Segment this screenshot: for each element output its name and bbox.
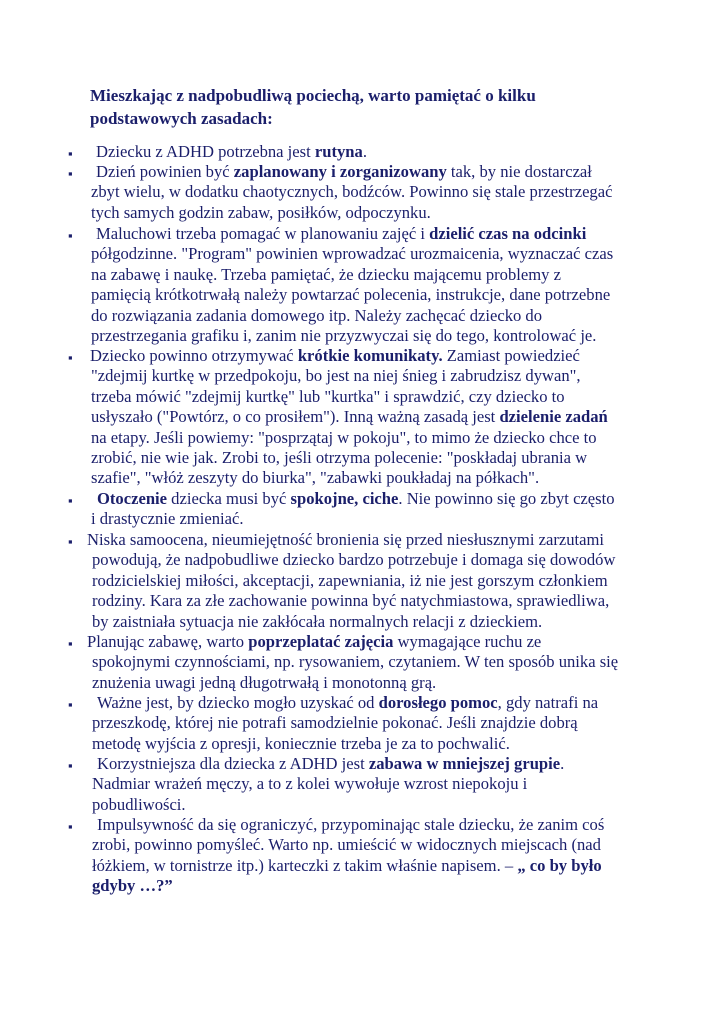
rule-line	[92, 571, 608, 591]
bullet-icon: ▪	[68, 146, 73, 161]
heading-line-1: Mieszkając z nadpobudliwą pociechą, warto pamiętać o kilku	[90, 86, 536, 105]
emphasis-text: zaplanowany i zorganizowany	[233, 162, 447, 181]
rule-text: przeszkodę, której nie potrafi samodzielnie pokonać. Jeśli znajdzie dobrą	[92, 713, 578, 733]
rule-line	[87, 632, 541, 652]
rule-line	[87, 530, 604, 550]
rule-line	[96, 224, 586, 244]
rule-text: Dzień powinien być	[96, 162, 234, 181]
rule-line	[92, 612, 542, 632]
rule-text: Niska samoocena, nieumiejętność bronienia się przed niesłusznymi zarzutami	[87, 530, 604, 549]
rule-line	[92, 774, 527, 794]
bullet-icon: ▪	[68, 697, 73, 712]
rule-text: znużenia uwagi jedną długotrwałą i monotonną grą.	[92, 672, 437, 692]
rule-text: .	[560, 754, 565, 773]
emphasis-text: gdyby …?”	[92, 876, 173, 896]
heading-line-2: podstawowych zasadach:	[90, 109, 273, 128]
rule-line	[96, 142, 367, 162]
rule-line	[90, 346, 580, 366]
rule-text: półgodzinne. "Program" powinien wprowadzać urozmaicenia, wyznaczać czas	[91, 244, 614, 264]
rule-text: rodziny. Kara za złe zachowanie powinna być natychmiastowa, sprawiedliwa,	[92, 591, 610, 611]
emphasis-text: dzielić czas na odcinki	[429, 224, 587, 243]
rule-text: . Nie powinno się go zbyt często	[398, 489, 615, 508]
emphasis-text: dzielenie zadań	[499, 407, 608, 427]
rule-line	[92, 835, 601, 855]
rule-text: zrobi, powinno pomyśleć. Warto np. umieścić w widocznych miejscach (nad	[92, 835, 601, 855]
rule-line	[91, 366, 581, 386]
emphasis-text: spokojne, ciche	[290, 489, 399, 508]
rule-line	[91, 265, 561, 285]
rule-line	[91, 244, 613, 264]
emphasis-text: zabawa w mniejszej grupie	[368, 754, 561, 773]
bullet-icon: ▪	[68, 228, 73, 243]
rule-line	[91, 182, 612, 202]
rule-line	[92, 734, 510, 754]
rule-line	[91, 203, 431, 223]
rule-text: zbyt wielu, w dodatku chaotycznych, bodźców. Powinno się stale przestrzegać	[91, 182, 613, 202]
bullet-icon: ▪	[68, 758, 73, 773]
rule-line	[92, 550, 615, 570]
emphasis-text: poprzeplatać zajęcia	[248, 632, 394, 651]
rule-text: Dziecku z ADHD potrzebna jest	[96, 142, 315, 161]
rule-text: dziecka musi być	[167, 489, 291, 508]
rule-text: usłyszało ("Powtórz, o co prosiłem"). Inną ważną zasadą jest	[91, 407, 500, 427]
rule-text: Zamiast powiedzieć	[442, 346, 580, 365]
rule-line	[91, 509, 244, 529]
rule-text: powodują, że nadpobudliwe dziecko bardzo potrzebuje i domaga się dowodów	[92, 550, 616, 570]
bullet-icon: ▪	[68, 819, 73, 834]
rule-text: .	[362, 142, 367, 161]
rule-text: szafie", "włóż zeszyty do biurka", "zabawki poukładaj na półkach".	[91, 468, 540, 488]
emphasis-text: krótkie komunikaty.	[297, 346, 443, 365]
rule-line	[97, 754, 564, 774]
rule-text: pamięcią krótkotrwałą należy powtarzać polecenia, instrukcje, dane potrzebne	[91, 285, 611, 305]
rule-text: i drastycznie zmieniać.	[91, 509, 244, 529]
rule-line	[91, 468, 539, 488]
rule-line	[91, 448, 587, 468]
rule-text: Nadmiar wrażeń męczy, a to z kolei wywołuje wzrost niepokoju i	[92, 774, 528, 794]
rule-text: przestrzegania grafiku i, zanim nie przyzwyczai się do tego, kontrolować je.	[91, 326, 597, 345]
bullet-icon: ▪	[68, 534, 73, 549]
rule-text: łóżkiem, w tornistrze itp.) karteczki z takim właśnie napisem. –	[92, 855, 518, 875]
rule-line	[91, 285, 610, 305]
emphasis-text: dorosłego pomoc	[378, 693, 498, 712]
rule-text: pobudliwości.	[92, 794, 186, 814]
rule-text: na etapy. Jeśli powiemy: "posprzątaj w pokoju", to mimo że dziecko chce to	[91, 427, 597, 447]
rule-text: tych samych godzin zabaw, posiłków, odpoczynku.	[91, 202, 431, 222]
rule-line	[91, 326, 596, 346]
emphasis-text: Otoczenie	[97, 489, 168, 508]
bullet-icon: ▪	[68, 636, 73, 651]
page-heading	[90, 84, 610, 130]
rule-line	[92, 795, 186, 815]
emphasis-text: „ co by było	[517, 855, 602, 875]
rule-line	[91, 306, 542, 326]
rule-text: Impulsywność da się ograniczyć, przypominając stale dziecku, że zanim coś	[97, 815, 605, 834]
rule-line	[96, 162, 592, 182]
rule-line	[92, 652, 618, 672]
rule-text: Ważne jest, by dziecko mogło uzyskać od	[97, 693, 379, 712]
rule-text: Maluchowi trzeba pomagać w planowaniu zajęć i	[96, 224, 430, 243]
rule-text: spokojnymi czynnościami, np. rysowaniem, czytaniem. W ten sposób unika się	[92, 652, 619, 672]
bullet-icon: ▪	[68, 493, 73, 508]
rule-line	[92, 713, 578, 733]
rule-text: zrobić, nie wie jak. Zrobi to, jeśli otrzyma polecenie: "poskładaj ubrania w	[91, 448, 588, 467]
rule-text: do rozwiązania zadania domowego itp. Należy zachęcać dziecko do	[91, 305, 543, 325]
emphasis-text: rutyna	[314, 142, 363, 161]
rule-line	[91, 407, 608, 427]
bullet-icon: ▪	[68, 350, 73, 365]
bullet-icon: ▪	[68, 166, 73, 181]
rule-text: na zabawę i naukę. Trzeba pamiętać, że dziecku mającemu problemy z	[91, 264, 561, 284]
rule-text: Planując zabawę, warto	[87, 632, 249, 651]
rule-line	[97, 815, 604, 835]
rule-text: rodzicielskiej miłości, akceptacji, zapewniania, iż nie jest gorszym członkiem	[92, 570, 608, 590]
rule-text: Korzystniejsza dla dziecka z ADHD jest	[97, 754, 369, 773]
rule-line	[97, 693, 598, 713]
rule-line	[92, 673, 436, 693]
rule-text: "zdejmij kurtkę w przedpokoju, bo jest na niej śnieg i zabrudzisz dywan",	[91, 366, 581, 386]
rule-line	[92, 876, 173, 896]
rule-line	[91, 387, 565, 407]
rule-line	[97, 489, 615, 509]
rule-text: trzeba mówić "zdejmij kurtkę" lub "kurtka" i sprawdzić, czy dziecko to	[91, 386, 565, 406]
rule-text: Dziecko powinno otrzymywać	[90, 346, 298, 365]
rule-text: wymagające ruchu ze	[393, 632, 542, 651]
rule-text: tak, by nie dostarczał	[446, 162, 592, 181]
rule-line	[91, 428, 597, 448]
rule-line	[92, 856, 602, 876]
rule-text: metodę wyjścia z opresji, koniecznie trzeba je za to pochwalić.	[92, 733, 510, 753]
rule-line	[92, 591, 609, 611]
rule-text: by zaistniała sytuacja nie zakłócała normalnych relacji z dzieckiem.	[92, 611, 543, 631]
rule-text: , gdy natrafi na	[497, 693, 599, 712]
